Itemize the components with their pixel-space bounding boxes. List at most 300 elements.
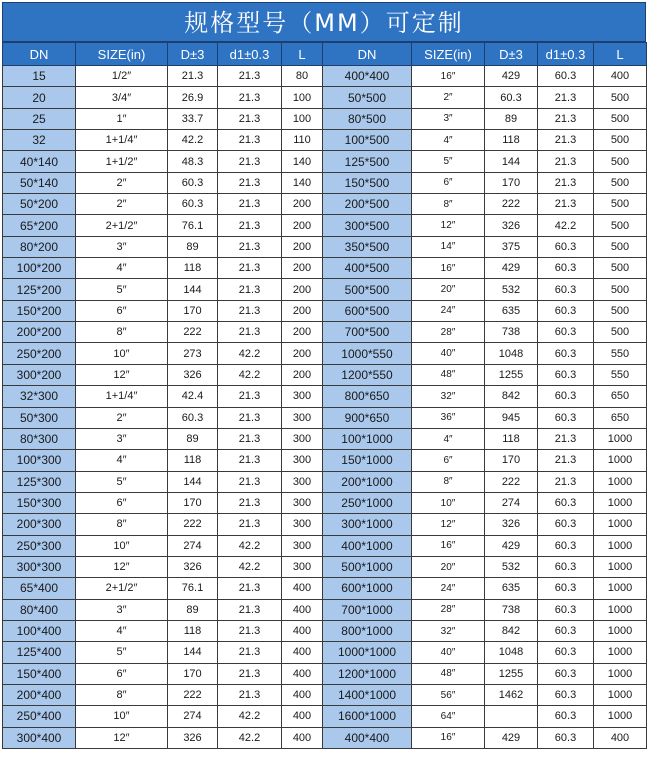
cell-outer-diameter: 89 xyxy=(168,236,218,257)
cell-length: 400 xyxy=(282,578,323,599)
cell-dn-2: 400*500 xyxy=(323,258,412,279)
cell-length: 400 xyxy=(282,620,323,641)
cell-branch-diameter-2: 60.3 xyxy=(538,642,594,663)
cell-outer-diameter: 170 xyxy=(168,300,218,321)
spec-table xyxy=(2,42,647,749)
cell-outer-diameter-2 xyxy=(485,706,538,727)
table-row xyxy=(3,514,647,535)
cell-length-2: 1000 xyxy=(594,684,647,705)
cell-size: 12″ xyxy=(76,727,168,748)
cell-dn: 80*300 xyxy=(3,428,76,449)
table-row xyxy=(3,66,647,87)
cell-dn-2: 600*500 xyxy=(323,300,412,321)
cell-outer-diameter-2: 1048 xyxy=(485,343,538,364)
cell-size-2: 6″ xyxy=(412,172,485,193)
cell-length-2: 1000 xyxy=(594,620,647,641)
cell-dn-2: 200*1000 xyxy=(323,471,412,492)
cell-branch-diameter: 21.3 xyxy=(218,87,282,108)
cell-branch-diameter-2: 21.3 xyxy=(538,450,594,471)
cell-length: 300 xyxy=(282,450,323,471)
cell-size-2: 3″ xyxy=(412,108,485,129)
table-row xyxy=(3,130,647,151)
cell-branch-diameter-2: 60.3 xyxy=(538,492,594,513)
cell-length-2: 1000 xyxy=(594,663,647,684)
cell-outer-diameter-2: 170 xyxy=(485,450,538,471)
cell-outer-diameter-2: 118 xyxy=(485,130,538,151)
cell-branch-diameter-2: 60.3 xyxy=(538,578,594,599)
cell-length: 300 xyxy=(282,492,323,513)
cell-length: 140 xyxy=(282,151,323,172)
cell-size-2: 48″ xyxy=(412,364,485,385)
cell-size-2: 24″ xyxy=(412,300,485,321)
cell-dn: 125*200 xyxy=(3,279,76,300)
cell-length: 400 xyxy=(282,684,323,705)
cell-outer-diameter: 42.2 xyxy=(168,130,218,151)
cell-size-2: 28″ xyxy=(412,599,485,620)
cell-length: 400 xyxy=(282,599,323,620)
cell-size: 5″ xyxy=(76,642,168,663)
cell-branch-diameter-2: 60.3 xyxy=(538,599,594,620)
cell-length-2: 550 xyxy=(594,364,647,385)
cell-size: 10″ xyxy=(76,535,168,556)
cell-branch-diameter-2: 60.3 xyxy=(538,279,594,300)
cell-length-2: 500 xyxy=(594,87,647,108)
cell-length: 300 xyxy=(282,407,323,428)
table-row xyxy=(3,450,647,471)
table-row xyxy=(3,535,647,556)
cell-size-2: 16″ xyxy=(412,66,485,87)
cell-dn: 50*140 xyxy=(3,172,76,193)
cell-length: 300 xyxy=(282,471,323,492)
cell-size: 2″ xyxy=(76,407,168,428)
cell-length-2: 500 xyxy=(594,130,647,151)
table-row xyxy=(3,258,647,279)
cell-branch-diameter: 21.3 xyxy=(218,322,282,343)
cell-dn: 15 xyxy=(3,66,76,87)
cell-outer-diameter-2: 326 xyxy=(485,514,538,535)
cell-dn: 50*200 xyxy=(3,194,76,215)
cell-branch-diameter: 21.3 xyxy=(218,130,282,151)
cell-length: 200 xyxy=(282,236,323,257)
cell-dn: 125*400 xyxy=(3,642,76,663)
cell-dn: 80*200 xyxy=(3,236,76,257)
cell-size-2: 20″ xyxy=(412,279,485,300)
cell-dn-2: 250*1000 xyxy=(323,492,412,513)
table-row xyxy=(3,87,647,108)
cell-dn: 100*400 xyxy=(3,620,76,641)
cell-dn: 65*200 xyxy=(3,215,76,236)
cell-length-2: 500 xyxy=(594,151,647,172)
cell-length: 110 xyxy=(282,130,323,151)
cell-dn-2: 50*500 xyxy=(323,87,412,108)
cell-dn-2: 150*1000 xyxy=(323,450,412,471)
cell-length: 80 xyxy=(282,66,323,87)
cell-length: 400 xyxy=(282,706,323,727)
cell-dn-2: 400*400 xyxy=(323,66,412,87)
cell-outer-diameter-2: 274 xyxy=(485,492,538,513)
cell-branch-diameter-2: 42.2 xyxy=(538,215,594,236)
cell-size-2: 56″ xyxy=(412,684,485,705)
cell-length: 300 xyxy=(282,556,323,577)
cell-outer-diameter-2: 842 xyxy=(485,620,538,641)
cell-length-2: 1000 xyxy=(594,471,647,492)
cell-branch-diameter-2: 21.3 xyxy=(538,194,594,215)
table-row xyxy=(3,684,647,705)
cell-outer-diameter-2: 429 xyxy=(485,66,538,87)
cell-branch-diameter: 21.3 xyxy=(218,172,282,193)
table-row xyxy=(3,492,647,513)
cell-length-2: 500 xyxy=(594,300,647,321)
cell-branch-diameter: 21.3 xyxy=(218,428,282,449)
cell-outer-diameter: 326 xyxy=(168,556,218,577)
cell-branch-diameter: 21.3 xyxy=(218,492,282,513)
cell-dn-2: 150*500 xyxy=(323,172,412,193)
header-dn: DN xyxy=(3,43,76,66)
cell-branch-diameter-2: 21.3 xyxy=(538,471,594,492)
table-row xyxy=(3,194,647,215)
cell-length: 140 xyxy=(282,172,323,193)
cell-branch-diameter: 21.3 xyxy=(218,407,282,428)
cell-size-2: 20″ xyxy=(412,556,485,577)
cell-outer-diameter: 222 xyxy=(168,514,218,535)
cell-length-2: 400 xyxy=(594,66,647,87)
cell-length: 100 xyxy=(282,108,323,129)
table-row xyxy=(3,642,647,663)
cell-size: 10″ xyxy=(76,343,168,364)
cell-outer-diameter-2: 1255 xyxy=(485,663,538,684)
cell-size: 1+1/4″ xyxy=(76,130,168,151)
cell-size-2: 40″ xyxy=(412,642,485,663)
cell-size-2: 36″ xyxy=(412,407,485,428)
cell-outer-diameter-2: 170 xyxy=(485,172,538,193)
cell-dn: 300*200 xyxy=(3,364,76,385)
cell-length-2: 500 xyxy=(594,322,647,343)
cell-length: 400 xyxy=(282,642,323,663)
cell-size: 3″ xyxy=(76,599,168,620)
cell-length: 200 xyxy=(282,258,323,279)
cell-size: 5″ xyxy=(76,471,168,492)
header-length: L xyxy=(282,43,323,66)
table-row xyxy=(3,215,647,236)
table-row xyxy=(3,727,647,748)
cell-dn: 250*300 xyxy=(3,535,76,556)
cell-branch-diameter-2: 60.3 xyxy=(538,322,594,343)
cell-size-2: 16″ xyxy=(412,258,485,279)
cell-length-2: 500 xyxy=(594,194,647,215)
cell-length-2: 1000 xyxy=(594,535,647,556)
cell-branch-diameter: 21.3 xyxy=(218,663,282,684)
cell-length-2: 1000 xyxy=(594,599,647,620)
cell-size: 8″ xyxy=(76,514,168,535)
cell-branch-diameter-2: 60.3 xyxy=(538,236,594,257)
cell-outer-diameter-2: 429 xyxy=(485,727,538,748)
cell-branch-diameter-2: 60.3 xyxy=(538,300,594,321)
cell-size: 2″ xyxy=(76,172,168,193)
cell-outer-diameter-2: 375 xyxy=(485,236,538,257)
table-row xyxy=(3,706,647,727)
cell-size: 3″ xyxy=(76,236,168,257)
cell-branch-diameter-2: 60.3 xyxy=(538,386,594,407)
cell-outer-diameter: 274 xyxy=(168,535,218,556)
cell-outer-diameter: 222 xyxy=(168,322,218,343)
cell-branch-diameter-2: 60.3 xyxy=(538,407,594,428)
cell-outer-diameter-2: 222 xyxy=(485,194,538,215)
cell-dn-2: 125*500 xyxy=(323,151,412,172)
cell-branch-diameter: 21.3 xyxy=(218,450,282,471)
cell-outer-diameter: 60.3 xyxy=(168,194,218,215)
cell-length: 200 xyxy=(282,364,323,385)
cell-branch-diameter-2: 60.3 xyxy=(538,727,594,748)
cell-size-2: 5″ xyxy=(412,151,485,172)
header-branch-diameter: d1±0.3 xyxy=(218,43,282,66)
cell-length-2: 1000 xyxy=(594,642,647,663)
cell-dn-2: 1400*1000 xyxy=(323,684,412,705)
cell-outer-diameter: 144 xyxy=(168,471,218,492)
cell-branch-diameter: 21.3 xyxy=(218,684,282,705)
cell-outer-diameter: 48.3 xyxy=(168,151,218,172)
table-row xyxy=(3,578,647,599)
cell-size-2: 2″ xyxy=(412,87,485,108)
cell-branch-diameter: 21.3 xyxy=(218,215,282,236)
cell-length-2: 1000 xyxy=(594,706,647,727)
cell-dn: 100*300 xyxy=(3,450,76,471)
cell-branch-diameter: 21.3 xyxy=(218,66,282,87)
cell-outer-diameter-2: 842 xyxy=(485,386,538,407)
cell-outer-diameter-2: 144 xyxy=(485,151,538,172)
cell-outer-diameter: 76.1 xyxy=(168,215,218,236)
cell-branch-diameter: 42.2 xyxy=(218,727,282,748)
table-row xyxy=(3,279,647,300)
header-outer-diameter-2: D±3 xyxy=(485,43,538,66)
cell-length: 200 xyxy=(282,343,323,364)
cell-size: 5″ xyxy=(76,279,168,300)
cell-dn-2: 400*400 xyxy=(323,727,412,748)
cell-branch-diameter: 21.3 xyxy=(218,108,282,129)
cell-size: 8″ xyxy=(76,684,168,705)
cell-branch-diameter-2: 60.3 xyxy=(538,364,594,385)
cell-length-2: 650 xyxy=(594,407,647,428)
cell-dn: 50*300 xyxy=(3,407,76,428)
cell-size-2: 40″ xyxy=(412,343,485,364)
cell-length-2: 500 xyxy=(594,279,647,300)
cell-size: 2+1/2″ xyxy=(76,215,168,236)
cell-size: 4″ xyxy=(76,258,168,279)
cell-outer-diameter-2: 738 xyxy=(485,599,538,620)
table-row xyxy=(3,471,647,492)
cell-outer-diameter-2: 429 xyxy=(485,535,538,556)
table-row xyxy=(3,300,647,321)
cell-outer-diameter: 170 xyxy=(168,492,218,513)
cell-size-2: 64″ xyxy=(412,706,485,727)
cell-branch-diameter: 21.3 xyxy=(218,151,282,172)
cell-size: 6″ xyxy=(76,492,168,513)
spec-sheet xyxy=(2,2,646,755)
cell-branch-diameter: 21.3 xyxy=(218,642,282,663)
cell-dn: 200*400 xyxy=(3,684,76,705)
cell-outer-diameter: 89 xyxy=(168,428,218,449)
cell-dn: 100*200 xyxy=(3,258,76,279)
cell-dn: 150*300 xyxy=(3,492,76,513)
cell-branch-diameter-2: 60.3 xyxy=(538,66,594,87)
cell-size: 2″ xyxy=(76,194,168,215)
cell-branch-diameter-2: 60.3 xyxy=(538,258,594,279)
cell-size: 8″ xyxy=(76,322,168,343)
cell-outer-diameter: 222 xyxy=(168,684,218,705)
table-row xyxy=(3,556,647,577)
cell-dn-2: 1000*550 xyxy=(323,343,412,364)
cell-size-2: 12″ xyxy=(412,514,485,535)
cell-dn: 250*400 xyxy=(3,706,76,727)
cell-branch-diameter-2: 60.3 xyxy=(538,684,594,705)
cell-size-2: 32″ xyxy=(412,386,485,407)
cell-outer-diameter: 76.1 xyxy=(168,578,218,599)
cell-dn: 32 xyxy=(3,130,76,151)
cell-branch-diameter-2: 60.3 xyxy=(538,663,594,684)
cell-dn: 150*200 xyxy=(3,300,76,321)
cell-dn-2: 800*650 xyxy=(323,386,412,407)
cell-branch-diameter-2: 60.3 xyxy=(538,514,594,535)
table-row xyxy=(3,407,647,428)
cell-branch-diameter-2: 21.3 xyxy=(538,108,594,129)
cell-size: 12″ xyxy=(76,364,168,385)
cell-length-2: 1000 xyxy=(594,578,647,599)
cell-size-2: 24″ xyxy=(412,578,485,599)
cell-branch-diameter: 21.3 xyxy=(218,236,282,257)
cell-branch-diameter: 21.3 xyxy=(218,471,282,492)
cell-outer-diameter-2: 635 xyxy=(485,578,538,599)
cell-branch-diameter-2: 60.3 xyxy=(538,556,594,577)
cell-size-2: 8″ xyxy=(412,194,485,215)
cell-branch-diameter: 42.2 xyxy=(218,535,282,556)
cell-dn-2: 100*500 xyxy=(323,130,412,151)
table-row xyxy=(3,663,647,684)
cell-outer-diameter-2: 222 xyxy=(485,471,538,492)
cell-size-2: 8″ xyxy=(412,471,485,492)
cell-size: 1+1/2″ xyxy=(76,151,168,172)
cell-length: 200 xyxy=(282,322,323,343)
cell-length-2: 400 xyxy=(594,727,647,748)
cell-outer-diameter: 118 xyxy=(168,620,218,641)
cell-branch-diameter: 21.3 xyxy=(218,578,282,599)
header-dn-2: DN xyxy=(323,43,412,66)
cell-outer-diameter: 326 xyxy=(168,727,218,748)
cell-outer-diameter-2: 532 xyxy=(485,279,538,300)
cell-size-2: 6″ xyxy=(412,450,485,471)
cell-size-2: 10″ xyxy=(412,492,485,513)
header-branch-diameter-2: d1±0.3 xyxy=(538,43,594,66)
cell-branch-diameter-2: 21.3 xyxy=(538,87,594,108)
cell-branch-diameter: 21.3 xyxy=(218,599,282,620)
cell-outer-diameter: 118 xyxy=(168,258,218,279)
cell-branch-diameter-2: 21.3 xyxy=(538,172,594,193)
table-row xyxy=(3,428,647,449)
cell-size: 1+1/4″ xyxy=(76,386,168,407)
cell-dn-2: 500*1000 xyxy=(323,556,412,577)
cell-dn: 32*300 xyxy=(3,386,76,407)
cell-length-2: 500 xyxy=(594,172,647,193)
cell-length-2: 650 xyxy=(594,386,647,407)
cell-size-2: 48″ xyxy=(412,663,485,684)
cell-size-2: 4″ xyxy=(412,130,485,151)
cell-outer-diameter: 273 xyxy=(168,343,218,364)
cell-branch-diameter: 21.3 xyxy=(218,258,282,279)
cell-branch-diameter-2: 60.3 xyxy=(538,343,594,364)
cell-branch-diameter-2: 21.3 xyxy=(538,130,594,151)
cell-dn: 300*400 xyxy=(3,727,76,748)
cell-branch-diameter-2: 60.3 xyxy=(538,706,594,727)
cell-dn: 300*300 xyxy=(3,556,76,577)
table-row xyxy=(3,599,647,620)
cell-size: 2+1/2″ xyxy=(76,578,168,599)
cell-size: 6″ xyxy=(76,300,168,321)
cell-dn: 65*400 xyxy=(3,578,76,599)
cell-dn-2: 600*1000 xyxy=(323,578,412,599)
table-row xyxy=(3,236,647,257)
cell-length-2: 550 xyxy=(594,343,647,364)
cell-outer-diameter: 26.9 xyxy=(168,87,218,108)
table-row xyxy=(3,343,647,364)
table-row xyxy=(3,386,647,407)
cell-length: 300 xyxy=(282,428,323,449)
cell-outer-diameter: 89 xyxy=(168,599,218,620)
cell-dn-2: 300*500 xyxy=(323,215,412,236)
cell-dn: 25 xyxy=(3,108,76,129)
cell-outer-diameter: 60.3 xyxy=(168,172,218,193)
cell-branch-diameter: 21.3 xyxy=(218,386,282,407)
cell-outer-diameter: 42.4 xyxy=(168,386,218,407)
cell-length: 300 xyxy=(282,535,323,556)
cell-outer-diameter-2: 1255 xyxy=(485,364,538,385)
table-row xyxy=(3,620,647,641)
cell-length-2: 1000 xyxy=(594,428,647,449)
cell-outer-diameter-2: 532 xyxy=(485,556,538,577)
cell-branch-diameter-2: 21.3 xyxy=(538,428,594,449)
cell-length: 100 xyxy=(282,87,323,108)
cell-dn: 125*300 xyxy=(3,471,76,492)
cell-length: 200 xyxy=(282,300,323,321)
cell-size-2: 12″ xyxy=(412,215,485,236)
table-title: 规格型号（MM）可定制 xyxy=(2,2,646,42)
cell-length: 200 xyxy=(282,194,323,215)
cell-size: 3″ xyxy=(76,428,168,449)
cell-length: 300 xyxy=(282,386,323,407)
cell-dn-2: 1600*1000 xyxy=(323,706,412,727)
cell-size-2: 28″ xyxy=(412,322,485,343)
cell-outer-diameter: 326 xyxy=(168,364,218,385)
cell-branch-diameter: 42.2 xyxy=(218,364,282,385)
table-body xyxy=(3,66,647,749)
cell-outer-diameter: 144 xyxy=(168,279,218,300)
cell-dn-2: 400*1000 xyxy=(323,535,412,556)
cell-dn-2: 200*500 xyxy=(323,194,412,215)
cell-branch-diameter-2: 21.3 xyxy=(538,151,594,172)
header-row xyxy=(3,43,647,66)
cell-length: 200 xyxy=(282,215,323,236)
cell-length-2: 1000 xyxy=(594,450,647,471)
cell-length: 200 xyxy=(282,279,323,300)
cell-length-2: 500 xyxy=(594,236,647,257)
cell-size: 6″ xyxy=(76,663,168,684)
header-outer-diameter: D±3 xyxy=(168,43,218,66)
cell-outer-diameter-2: 1048 xyxy=(485,642,538,663)
cell-size: 1″ xyxy=(76,108,168,129)
cell-outer-diameter-2: 326 xyxy=(485,215,538,236)
cell-length-2: 500 xyxy=(594,108,647,129)
cell-outer-diameter: 170 xyxy=(168,663,218,684)
cell-dn-2: 300*1000 xyxy=(323,514,412,535)
cell-size: 10″ xyxy=(76,706,168,727)
cell-size: 1/2″ xyxy=(76,66,168,87)
